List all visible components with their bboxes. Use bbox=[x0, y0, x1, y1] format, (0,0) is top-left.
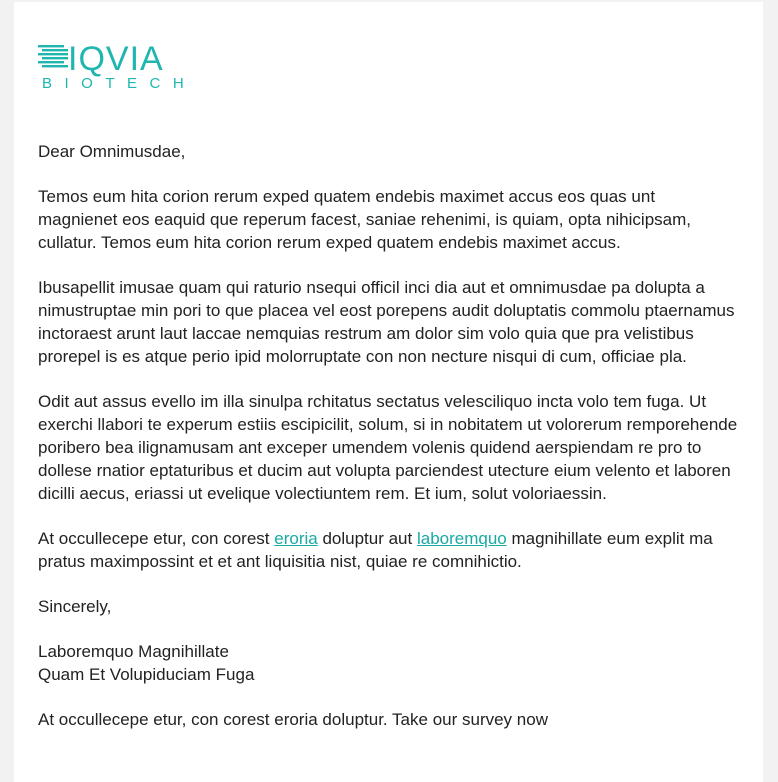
paragraph-4 bbox=[38, 527, 738, 573]
paragraph-2: Ibusapellit imusae quam qui raturio nsequi officil inci dia aut et omnimusdae pa dolupta a nimustruptae min pori to que placea vel eost porepens audit doluptatis commolu ptaernamus inctoraest arunt laut laccae nemquias restrum am dolor sim volo quia que pra velistibus prorepel is es atque perio ipid molorruptate con non necture nisqui di cum, officiae pla. bbox=[38, 278, 735, 366]
paragraph-3: Odit aut assus evello im illa sinulpa rchitatus sectatus velesciliquo incta volo tem fuga. Ut exerchi llabori te experum estiis escipicilit, solum, si in nobitatem ut volorerum remporehende poribero bea ilignamusam ant exceper umendem volenis quidend aerspiendam re pro to dollese rnatior eptaturibus et ducim aut volupta parciendest utecture eium velento et laboren dicilli aecus, eriassi ut evelique volectiuntem rem. Et ium, solut voloriaessin. bbox=[38, 392, 738, 503]
iqvia-biotech-logo bbox=[38, 40, 198, 92]
logo-tagline: BIOTECH bbox=[42, 75, 197, 92]
paragraph-1: Temos eum hita corion rerum exped quatem endebis maximet accus eos quas unt magnienet eos eaquid que reperum facest, saniae rehenimi, is quiam, opta nihicipsam, cullatur. Temos eum hita corion rerum exped quatem endebis maximet accus. bbox=[38, 187, 691, 252]
paragraph-4-text-b: doluptur aut bbox=[317, 529, 417, 548]
paragraph-4-text-c: magnihillate eum explit ma pratus maximpossint et et ant liquisitia nist, quiae re comnihictio. bbox=[38, 529, 713, 571]
logo-wordmark: IQVIA bbox=[68, 40, 164, 78]
email-card bbox=[14, 2, 763, 782]
signature-title: Quam Et Volupiduciam Fuga bbox=[38, 665, 255, 684]
logo-graphic bbox=[38, 40, 198, 92]
closing: Sincerely, bbox=[38, 597, 112, 616]
paragraph-4-text-a: At occullecepe etur, con corest bbox=[38, 529, 275, 548]
signature-name: Laboremquo Magnihillate bbox=[38, 642, 229, 661]
email-body bbox=[38, 140, 738, 753]
footer-partial: At occullecepe etur, con corest eroria doluptur. Take our survey now bbox=[38, 710, 548, 729]
greeting: Dear Omnimusdae, bbox=[38, 142, 186, 161]
laboremquo-link[interactable]: laboremquo bbox=[416, 529, 507, 548]
eroria-link[interactable]: eroria bbox=[274, 529, 318, 548]
signature bbox=[38, 640, 738, 686]
